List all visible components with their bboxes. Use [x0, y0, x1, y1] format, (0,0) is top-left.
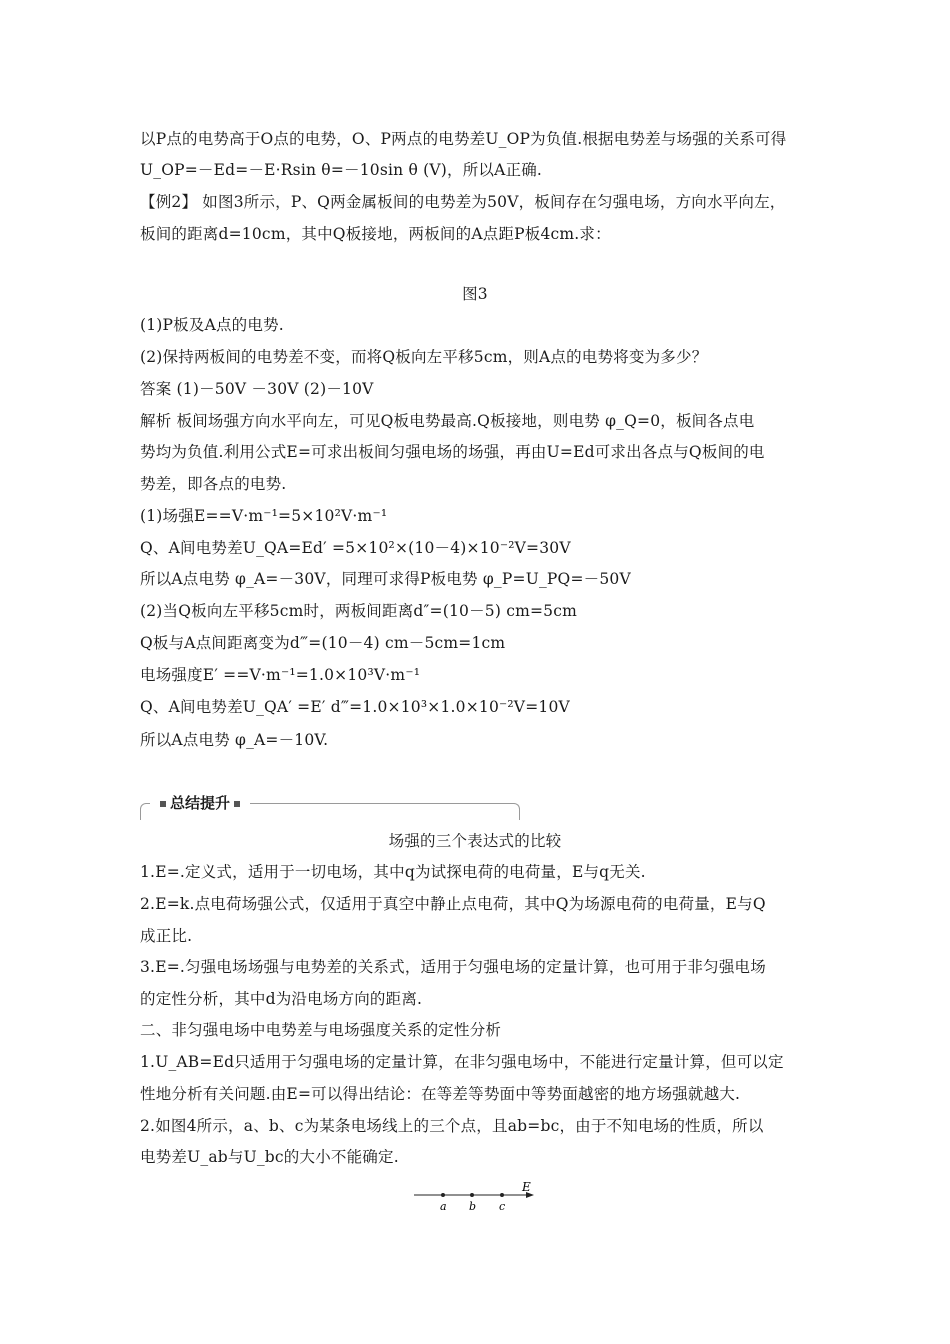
text-line: 所以A点电势 φ_A=－30V，同理可求得P板电势 φ_P=U_PQ=－50V	[140, 570, 631, 588]
text-line: 势差，即各点的电势.	[140, 475, 287, 493]
question-2: (2)保持两板间的电势差不变，而将Q板向左平移5cm，则A点的电势将变为多少？	[140, 348, 708, 366]
text-line: Q板与A点间距离变为d‴=(10－4) cm－5cm=1cm	[140, 634, 506, 652]
text-line: 板间的距离d=10cm，其中Q板接地，两板间的A点距P板4cm.求：	[140, 225, 611, 243]
list-item: 2.E=k.点电荷场强公式，仅适用于真空中静止点电荷，其中Q为场源电荷的电荷量，E与Q	[140, 895, 766, 913]
point-b	[470, 1193, 474, 1197]
text-line: 以P点的电势高于O点的电势，O、P两点的电势差U_OP为负值.根据电势差与场强的关系可得	[140, 130, 787, 148]
list-item: 2.如图4所示，a、b、c为某条电场线上的三个点，且ab=bc，由于不知电场的性质，所以	[140, 1117, 764, 1135]
text-line: U_OP=－Ed=－E·Rsin θ=－10sin θ (V)，所以A正确.	[140, 161, 543, 179]
text-line: 势均为负值.利用公式E=可求出板间匀强电场的场强，再由U=Ed可求出各点与Q板间的电	[140, 443, 765, 461]
list-item: 1.U_AB=Ed只适用于匀强电场的定量计算，在非匀强电场中，不能进行定量计算，但可以定	[140, 1053, 784, 1071]
analysis-line: 解析 板间场强方向水平向左，可见Q板电势最高.Q板接地，则电势 φ_Q=0，板间各点电	[140, 412, 755, 430]
text-line: 电势差U_ab与U_bc的大小不能确定.	[140, 1148, 399, 1166]
square-bullet-icon	[234, 801, 240, 807]
point-label-b: b	[469, 1200, 477, 1213]
text-line: 性地分析有关问题.由E=可以得出结论：在等差等势面中等势面越密的地方场强就越大.	[140, 1085, 741, 1103]
text-line: (1)场强E==V·m⁻¹=5×10²V·m⁻¹	[140, 507, 388, 525]
text-line: 电场强度E′ ==V·m⁻¹=1.0×10³V·m⁻¹	[140, 666, 421, 684]
point-label-a: a	[440, 1200, 447, 1213]
text-line: Q、A间电势差U_QA′ =E′ d‴=1.0×10³×1.0×10⁻²V=10V	[140, 698, 570, 716]
figure-4-field-line	[410, 1180, 540, 1216]
point-a	[441, 1193, 445, 1197]
point-c	[500, 1193, 504, 1197]
square-bullet-icon	[160, 801, 166, 807]
text-line: 的定性分析，其中d为沿电场方向的距离.	[140, 990, 423, 1008]
text-line: 所以A点电势 φ_A=－10V.	[140, 731, 329, 749]
text-line: 成正比.	[140, 927, 193, 945]
list-item: 3.E=.匀强电场场强与电势差的关系式，适用于匀强电场的定量计算，也可用于非匀强电场	[140, 958, 766, 976]
text-line: Q、A间电势差U_QA=Ed′ =5×10²×(10－4)×10⁻²V=30V	[140, 539, 571, 557]
example-2-line: 【例2】 如图3所示，P、Q两金属板间的电势差为50V，板间存在匀强电场，方向水平向左，	[140, 193, 786, 211]
summary-heading: 场强的三个表达式的比较	[388, 832, 562, 850]
field-label-e: E	[522, 1180, 531, 1194]
summary-box-title: 总结提升	[150, 792, 250, 814]
text-line: (2)当Q板向左平移5cm时，两板间距离d″=(10－5) cm=5cm	[140, 602, 578, 620]
figure-3-caption: 图3	[462, 285, 488, 303]
point-label-c: c	[499, 1200, 506, 1213]
section-heading: 二、非匀强电场中电势差与电场强度关系的定性分析	[140, 1021, 502, 1039]
answer-line: 答案 (1)－50V －30V (2)－10V	[140, 380, 374, 398]
question-1: (1)P板及A点的电势.	[140, 316, 284, 334]
list-item: 1.E=.定义式，适用于一切电场，其中q为试探电荷的电荷量，E与q无关.	[140, 863, 646, 881]
